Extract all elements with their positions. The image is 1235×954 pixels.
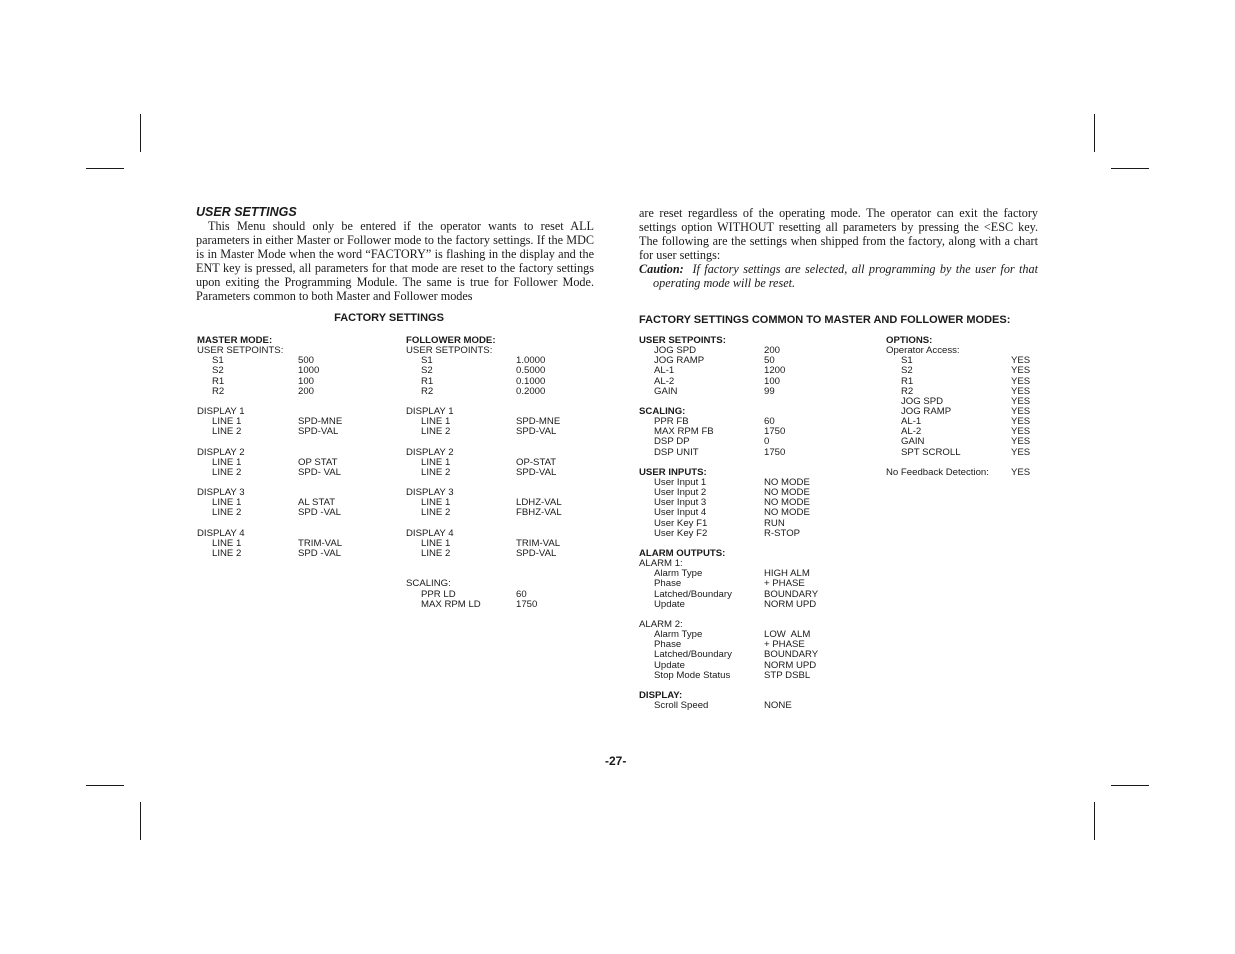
setting-label: LINE 1: [421, 537, 451, 549]
setting-label: S1: [421, 355, 433, 367]
crop-mark-top-right-vertical: [1094, 114, 1095, 152]
factory-settings-title: FACTORY SETTINGS: [334, 312, 444, 324]
setting-value: 99: [764, 385, 775, 397]
setting-row: [639, 650, 859, 660]
setting-value: HIGH ALM: [764, 568, 810, 580]
continuation-paragraph: [639, 206, 1038, 290]
setting-row: [886, 448, 1056, 458]
group-heading: DISPLAY:: [639, 689, 683, 701]
setting-label: R1: [212, 375, 225, 387]
setting-label: S2: [421, 365, 433, 377]
setting-label: SPT SCROLL: [901, 446, 961, 458]
intro-paragraph: [196, 219, 594, 303]
setting-label: LINE 2: [421, 426, 451, 438]
setting-value: TRIM-VAL: [516, 537, 561, 549]
setting-label: AL-2: [901, 426, 922, 438]
setting-value: YES: [1011, 355, 1031, 367]
setting-row: [406, 366, 596, 376]
setting-value: YES: [1011, 405, 1031, 417]
setting-row: [639, 671, 859, 681]
setting-label: LINE 2: [212, 426, 242, 438]
setting-label: DISPLAY 3: [406, 487, 454, 499]
setting-value: YES: [1011, 446, 1031, 458]
setting-value: LDHZ-VAL: [516, 497, 562, 509]
setting-value: BOUNDARY: [764, 649, 819, 661]
setting-value: 60: [516, 588, 527, 600]
setting-value: 60: [764, 416, 775, 428]
setting-value: SPD-VAL: [516, 426, 557, 438]
setting-label: R2: [421, 385, 434, 397]
setting-value: YES: [1011, 385, 1031, 397]
setting-value: YES: [1011, 395, 1031, 407]
setting-value: 0.5000: [516, 365, 546, 377]
setting-value: BOUNDARY: [764, 588, 819, 600]
setting-row: [639, 387, 859, 397]
setting-value: SPD-VAL: [298, 426, 339, 438]
setting-label: Stop Mode Status: [654, 669, 731, 681]
setting-label: MAX RPM FB: [654, 426, 714, 438]
setting-value: SPD-MNE: [516, 416, 561, 428]
setting-label: DISPLAY 2: [197, 446, 245, 458]
setting-label: No Feedback Detection:: [886, 466, 989, 478]
setting-label: User Input 1: [654, 476, 707, 488]
setting-value: 1750: [764, 426, 786, 438]
setting-label: DISPLAY 4: [197, 527, 245, 539]
setting-label: GAIN: [654, 385, 678, 397]
setting-value: 200: [764, 345, 781, 357]
setting-label: LINE 1: [421, 497, 451, 509]
setting-label: PPR LD: [421, 588, 456, 600]
setting-label: User Input 3: [654, 497, 707, 509]
setting-label: ALARM 2:: [639, 618, 683, 630]
setting-row: [406, 377, 596, 387]
setting-value: OP-STAT: [516, 456, 557, 468]
intro-text: This Menu should only be entered if the operator wants to reset ALL parameters in either Master or Follower mode to the factory settings. If the MDC is in Master Mode when the word “FACTORY” is flashing in the display and the ENT key is pressed, all parameters for that mode are reset to the factory settings upon exiting the Programming Module. The same is true for Follower Mode. Parameters common to both Master and Follower modes: [196, 219, 594, 303]
setting-label: PPR FB: [654, 416, 689, 428]
setting-value: YES: [1011, 466, 1031, 478]
crop-mark-top-left-horizontal: [86, 168, 124, 169]
setting-label: GAIN: [901, 436, 925, 448]
setting-value: 1200: [764, 365, 786, 377]
setting-label: DISPLAY 3: [197, 487, 245, 499]
master-mode-table: [197, 336, 387, 559]
setting-row: [197, 549, 387, 559]
setting-label: LINE 1: [212, 456, 242, 468]
setting-label: LINE 2: [212, 507, 242, 519]
setting-label: AL-1: [901, 416, 922, 428]
setting-value: LOW ALM: [764, 629, 811, 641]
setting-value: YES: [1011, 436, 1031, 448]
group-heading: OPTIONS:: [886, 335, 933, 346]
setting-value: 0.2000: [516, 385, 546, 397]
setting-label: LINE 2: [421, 466, 451, 478]
group-heading: SCALING:: [639, 405, 686, 417]
group-heading: USER SETPOINTS:: [639, 335, 726, 346]
setting-value: 0.1000: [516, 375, 546, 387]
setting-label: S2: [212, 365, 224, 377]
setting-label: USER SETPOINTS:: [406, 345, 493, 357]
setting-label: Update: [654, 598, 685, 610]
setting-row: [197, 508, 387, 518]
setting-label: DISPLAY 1: [406, 405, 454, 417]
caution-text: If factory settings are selected, all programming by the user for that operating mode will be reset.: [653, 262, 1038, 290]
setting-row: [886, 468, 1056, 478]
setting-label: AL-1: [654, 365, 675, 377]
setting-label: R2: [901, 385, 914, 397]
setting-label: USER SETPOINTS:: [197, 345, 284, 357]
setting-label: S1: [901, 355, 913, 367]
setting-label: DISPLAY 2: [406, 446, 454, 458]
setting-row: [197, 356, 387, 366]
setting-label: LINE 2: [421, 547, 451, 559]
setting-value: YES: [1011, 426, 1031, 438]
setting-value: 0: [764, 436, 770, 448]
setting-label: S2: [901, 365, 913, 377]
setting-label: AL-2: [654, 375, 675, 387]
crop-mark-bottom-right-vertical: [1094, 802, 1095, 840]
setting-value: OP STAT: [298, 456, 338, 468]
setting-label: LINE 2: [212, 466, 242, 478]
setting-row: [639, 529, 859, 539]
setting-value: 200: [298, 385, 315, 397]
setting-label: LINE 1: [421, 456, 451, 468]
setting-label: MAX RPM LD: [421, 598, 481, 610]
setting-label: User Input 2: [654, 487, 707, 499]
setting-label: JOG RAMP: [901, 405, 952, 417]
setting-value: SPD-VAL: [516, 466, 557, 478]
setting-row: [406, 549, 596, 559]
setting-value: YES: [1011, 416, 1031, 428]
setting-row: [406, 468, 596, 478]
setting-value: 1750: [516, 598, 538, 610]
setting-label: DSP UNIT: [654, 446, 699, 458]
setting-value: NO MODE: [764, 507, 810, 519]
setting-label: LINE 2: [212, 547, 242, 559]
setting-label: Scroll Speed: [654, 700, 709, 712]
setting-label: LINE 2: [421, 507, 451, 519]
setting-value: 100: [764, 375, 781, 387]
setting-label: Latched/Boundary: [654, 649, 732, 661]
group-heading: ALARM OUTPUTS:: [639, 547, 726, 559]
setting-label: DISPLAY 4: [406, 527, 454, 539]
setting-label: JOG SPD: [654, 345, 697, 357]
setting-value: NORM UPD: [764, 598, 817, 610]
setting-label: Update: [654, 659, 685, 671]
setting-value: SPD -VAL: [298, 507, 342, 519]
setting-label: R1: [901, 375, 914, 387]
setting-label: Latched/Boundary: [654, 588, 732, 600]
setting-label: LINE 1: [212, 537, 242, 549]
setting-row: [197, 346, 387, 356]
setting-label: S1: [212, 355, 224, 367]
setting-value: SPD -VAL: [298, 547, 342, 559]
setting-value: R-STOP: [764, 527, 801, 539]
setting-label: Alarm Type: [654, 568, 703, 580]
setting-row: [406, 600, 596, 610]
crop-mark-top-left-vertical: [140, 114, 141, 152]
setting-value: NONE: [764, 700, 792, 712]
setting-row: [639, 701, 859, 711]
setting-row: [639, 600, 859, 610]
common-settings-table: [639, 336, 859, 711]
setting-label: ALARM 1:: [639, 558, 683, 570]
setting-value: RUN: [764, 517, 785, 529]
crop-mark-bottom-left-vertical: [140, 802, 141, 840]
setting-value: NO MODE: [764, 487, 810, 499]
setting-value: AL STAT: [298, 497, 336, 509]
setting-label: Phase: [654, 578, 682, 590]
setting-label: Operator Access:: [886, 345, 960, 357]
group-heading: MASTER MODE:: [197, 335, 273, 346]
setting-value: SPD- VAL: [298, 466, 342, 478]
setting-row: [406, 356, 596, 366]
setting-value: 100: [298, 375, 315, 387]
setting-value: YES: [1011, 375, 1031, 387]
setting-row: [197, 377, 387, 387]
options-table: [886, 336, 1056, 478]
setting-label: JOG RAMP: [654, 355, 705, 367]
common-settings-title: FACTORY SETTINGS COMMON TO MASTER AND FOLLOWER MODES:: [639, 314, 1011, 326]
continuation-text: are reset regardless of the operating mode. The operator can exit the factory settings option WITHOUT resetting all parameters by pressing the <ESC key. The following are the settings when shipped from the factory, along with a chart for user settings:: [639, 206, 1038, 262]
setting-value: NORM UPD: [764, 659, 817, 671]
setting-label: Alarm Type: [654, 629, 703, 641]
setting-row: [639, 508, 859, 518]
crop-mark-bottom-right-horizontal: [1111, 785, 1149, 786]
setting-row: [406, 427, 596, 437]
setting-label: R1: [421, 375, 434, 387]
setting-value: 500: [298, 355, 315, 367]
setting-row: [639, 579, 859, 589]
setting-value: YES: [1011, 365, 1031, 377]
follower-mode-table: [406, 336, 596, 610]
setting-value: TRIM-VAL: [298, 537, 343, 549]
setting-label: R2: [212, 385, 225, 397]
section-heading: USER SETTINGS: [196, 205, 297, 219]
crop-mark-top-right-horizontal: [1111, 168, 1149, 169]
setting-label: LINE 1: [212, 497, 242, 509]
group-heading: FOLLOWER MODE:: [406, 335, 496, 346]
setting-value: 1000: [298, 365, 320, 377]
setting-row: [197, 427, 387, 437]
setting-value: 1.0000: [516, 355, 546, 367]
caution-label: Caution:: [639, 262, 684, 276]
setting-label: DSP DP: [654, 436, 690, 448]
setting-label: JOG SPD: [901, 395, 944, 407]
setting-value: + PHASE: [764, 578, 805, 590]
group-heading: USER INPUTS:: [639, 466, 707, 478]
setting-label: LINE 1: [212, 416, 242, 428]
caution-note: [639, 262, 1038, 290]
setting-label: LINE 1: [421, 416, 451, 428]
setting-value: 1750: [764, 446, 786, 458]
setting-value: SPD-MNE: [298, 416, 343, 428]
setting-row: [197, 468, 387, 478]
spacer: [406, 559, 596, 569]
setting-label: Phase: [654, 639, 682, 651]
setting-row: [197, 366, 387, 376]
setting-row: [639, 448, 859, 458]
setting-value: 50: [764, 355, 775, 367]
setting-row: [406, 579, 596, 589]
setting-value: SPD-VAL: [516, 547, 557, 559]
setting-value: STP DSBL: [764, 669, 811, 681]
setting-row: [406, 387, 596, 397]
setting-row: [406, 508, 596, 518]
setting-label: DISPLAY 1: [197, 405, 245, 417]
setting-value: NO MODE: [764, 476, 810, 488]
crop-mark-bottom-left-horizontal: [86, 785, 124, 786]
setting-value: NO MODE: [764, 497, 810, 509]
setting-value: + PHASE: [764, 639, 805, 651]
setting-row: [406, 346, 596, 356]
setting-label: User Key F2: [654, 527, 708, 539]
setting-row: [197, 387, 387, 397]
setting-label: SCALING:: [406, 578, 451, 590]
setting-value: FBHZ-VAL: [516, 507, 562, 519]
setting-label: User Key F1: [654, 517, 708, 529]
page-number: -27-: [605, 754, 627, 768]
setting-label: User Input 4: [654, 507, 707, 519]
